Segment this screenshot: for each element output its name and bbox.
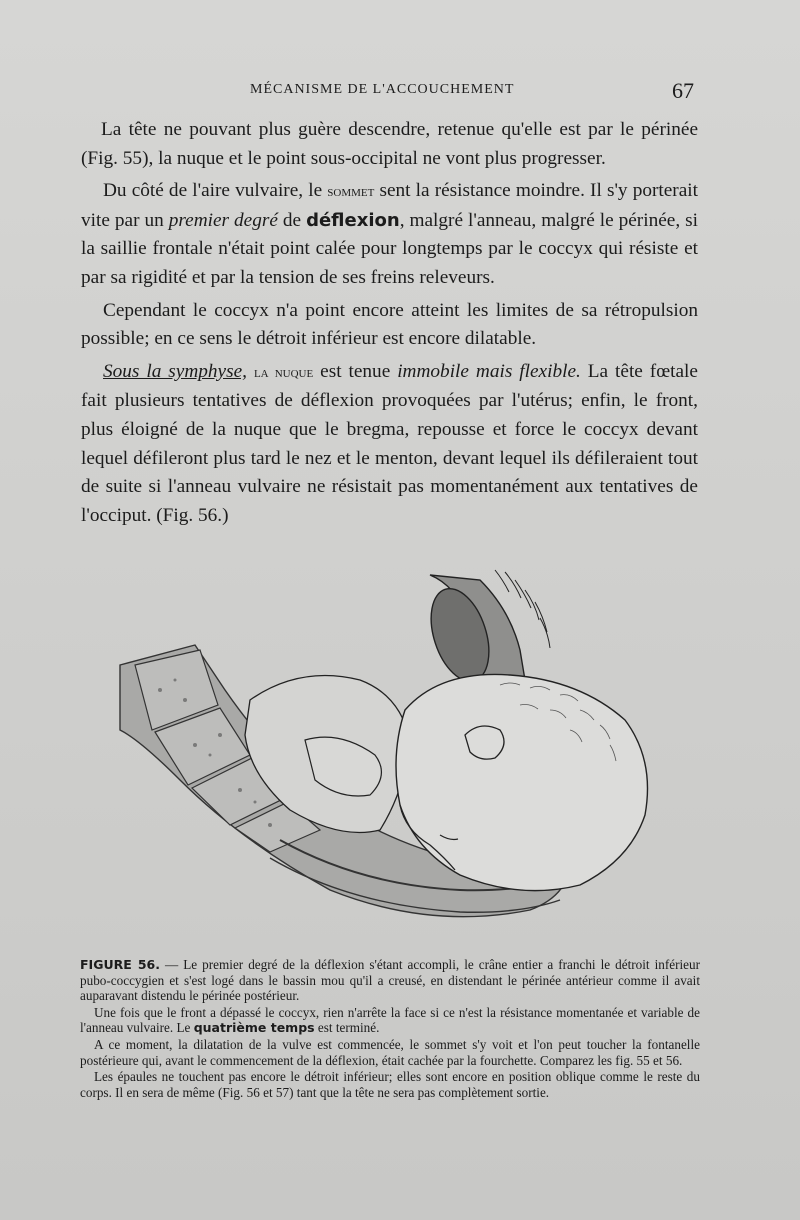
paragraph-4: Sous la symphyse, la nuque est tenue immobile mais flexible. La tête fœtale fait plusieurs tentatives de déflexion provoquées par l'utérus; enfin, le front, plus éloigné de la nuque que le bregma, repousse et force le coccyx devant lequel défileront plus tard le nez et le menton, devant lequel ils défileraient tout de suite si l'anneau vulvaire ne résistait pas momentanément aux tentatives de l'occiput. (Fig. 56.) (81, 360, 698, 526)
caption-paragraph-2: Une fois que le front a dépassé le coccyx, rien n'arrête la face si ce n'est la résistance momentanée et variable de l'anneau vulvaire. Le quatrième temps est terminé. (80, 1004, 700, 1036)
page-number: 67 (672, 78, 694, 103)
paragraph-3: Cependant le coccyx n'a point encore atteint les limites de sa rétropulsion possible; en ce sens le détroit inférieur est encore dilatable. (81, 299, 698, 350)
paragraph-2: Du côté de l'aire vulvaire, le sommet sent la résistance moindre. Il s'y porterait vite par un premier degré de déflexion, malgré l'anneau, malgré le périnée, si la saillie frontale n'était point calée pour longtemps par le coccyx qui résiste et par sa rigidité et par la tension de ses freins releveurs. (81, 180, 699, 288)
caption-paragraph-3: A ce moment, la dilatation de la vulve est commencée, le sommet s'y voit et l'on peut toucher la fontanelle postérieure qui, avant le commencement de la déflexion, était cachée par la fourchette. Comparez les fig. 55 et 56. (80, 1036, 700, 1068)
running-head (0, 78, 800, 108)
caption-paragraph-1: FIGURE 56. — Le premier degré de la déflexion s'étant accompli, le crâne entier a franchi le détroit inférieur pubo-coccygien et s'est logé dans le bassin mou qu'il a creusé, en distendant le périnée antérieur comme il avait auparavant distendu le périnée postérieur. (80, 957, 701, 1004)
paragraph-1: La tête ne pouvant plus guère descendre, retenue qu'elle est par le périnée (Fig. 55), la nuque et le point sous-occipital ne vont plus progresser. (81, 119, 698, 169)
figure-label: FIGURE 56. (80, 957, 160, 972)
running-title: MÉCANISME DE L'ACCOUCHEMENT (250, 82, 515, 97)
anatomical-illustration (100, 540, 680, 940)
caption-paragraph-4: Les épaules ne touchent pas encore le détroit inférieur; elles sont encore en position oblique comme le reste du corps. Il en sera de même (Fig. 56 et 57) tant que la tête ne sera pas complètement sortie. (80, 1069, 700, 1100)
figure-caption (80, 957, 700, 1101)
body-text (81, 116, 698, 534)
